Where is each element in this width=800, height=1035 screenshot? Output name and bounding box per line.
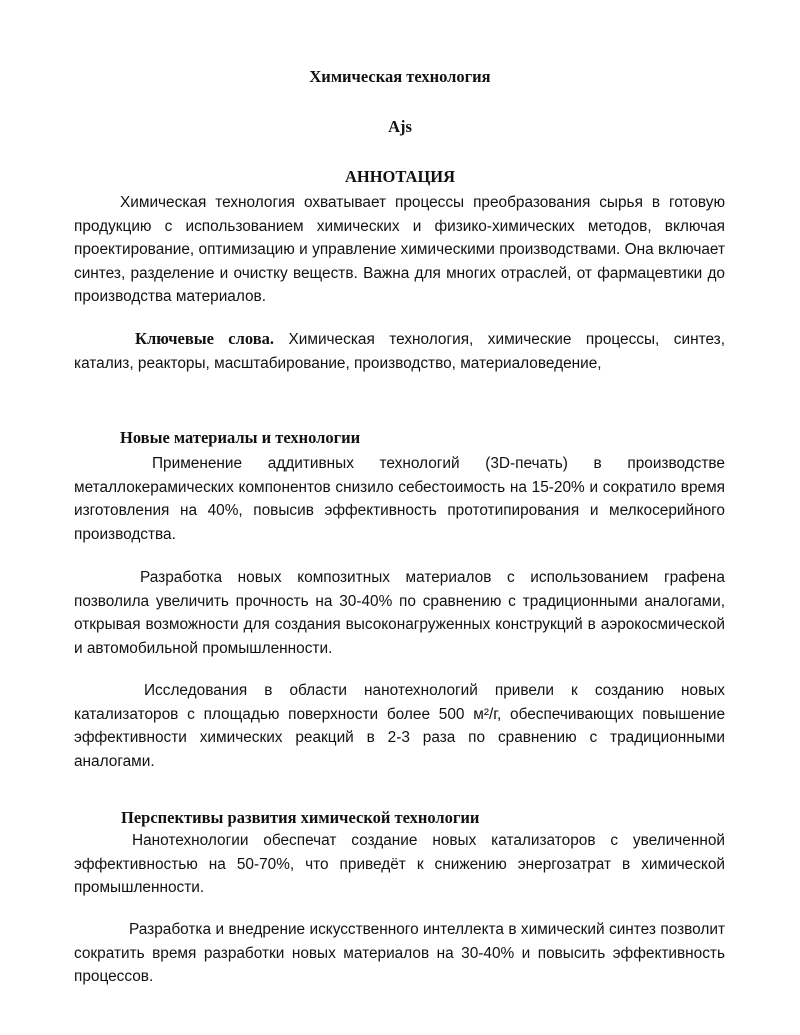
section1-paragraph-3: Исследования в области нанотехнологий привели к созданию новых катализаторов с площадью поверхности более 500 м²/г, обеспечивающих повышение эффективности химических реакций в 2-3 раза по сравнению с традиционными аналогами. bbox=[74, 682, 725, 770]
section2-paragraph-2: Разработка и внедрение искусственного интеллекта в химический синтез позволит сократить время разработки новых материалов на 30-40% и повысить эффективность процессов. bbox=[74, 921, 725, 985]
keywords-label: Ключевые слова. bbox=[135, 329, 274, 348]
document-author: Ajs bbox=[388, 117, 412, 136]
section2-paragraph-1: Нанотехнологии обеспечат создание новых катализаторов с увеличенной эффективностью на 50-70%, что приведёт к снижению энергозатрат в химической промышленности. bbox=[74, 832, 725, 896]
keywords-text: Химическая технология, химические процессы, синтез, катализ, реакторы, масштабирование, производство, материаловедение, bbox=[74, 331, 726, 372]
section1-paragraph-2: Разработка новых композитных материалов с использованием графена позволила увеличить прочность на 30-40% по сравнению с традиционными аналогами, открывая возможности для создания высоконагруженных конструкций в аэрокосмической и автомобильной промышленности. bbox=[74, 569, 725, 657]
section-heading-perspectives: Перспективы развития химической технологии bbox=[121, 808, 480, 827]
annotation-text: Химическая технология охватывает процессы преобразования сырья в готовую продукцию с использованием химических и физико-химических методов, включая проектирование, оптимизацию и управление химическими производствами. Она включает синтез, разделение и очистку веществ. Важна для многих отраслей, от фармацевтики до производства материалов. bbox=[74, 194, 725, 305]
section1-paragraph-1: Применение аддитивных технологий (3D-печать) в производстве металлокерамических компонентов снизило себестоимость на 15-20% и сократило время изготовления на 40%, повысив эффективность прототипирования и мелкосерийного производства. bbox=[74, 455, 725, 543]
section-heading-new-materials: Новые материалы и технологии bbox=[120, 428, 361, 447]
keywords-paragraph bbox=[74, 327, 725, 375]
annotation-heading: АННОТАЦИЯ bbox=[344, 167, 456, 186]
document-title: Химическая технология bbox=[309, 67, 491, 86]
